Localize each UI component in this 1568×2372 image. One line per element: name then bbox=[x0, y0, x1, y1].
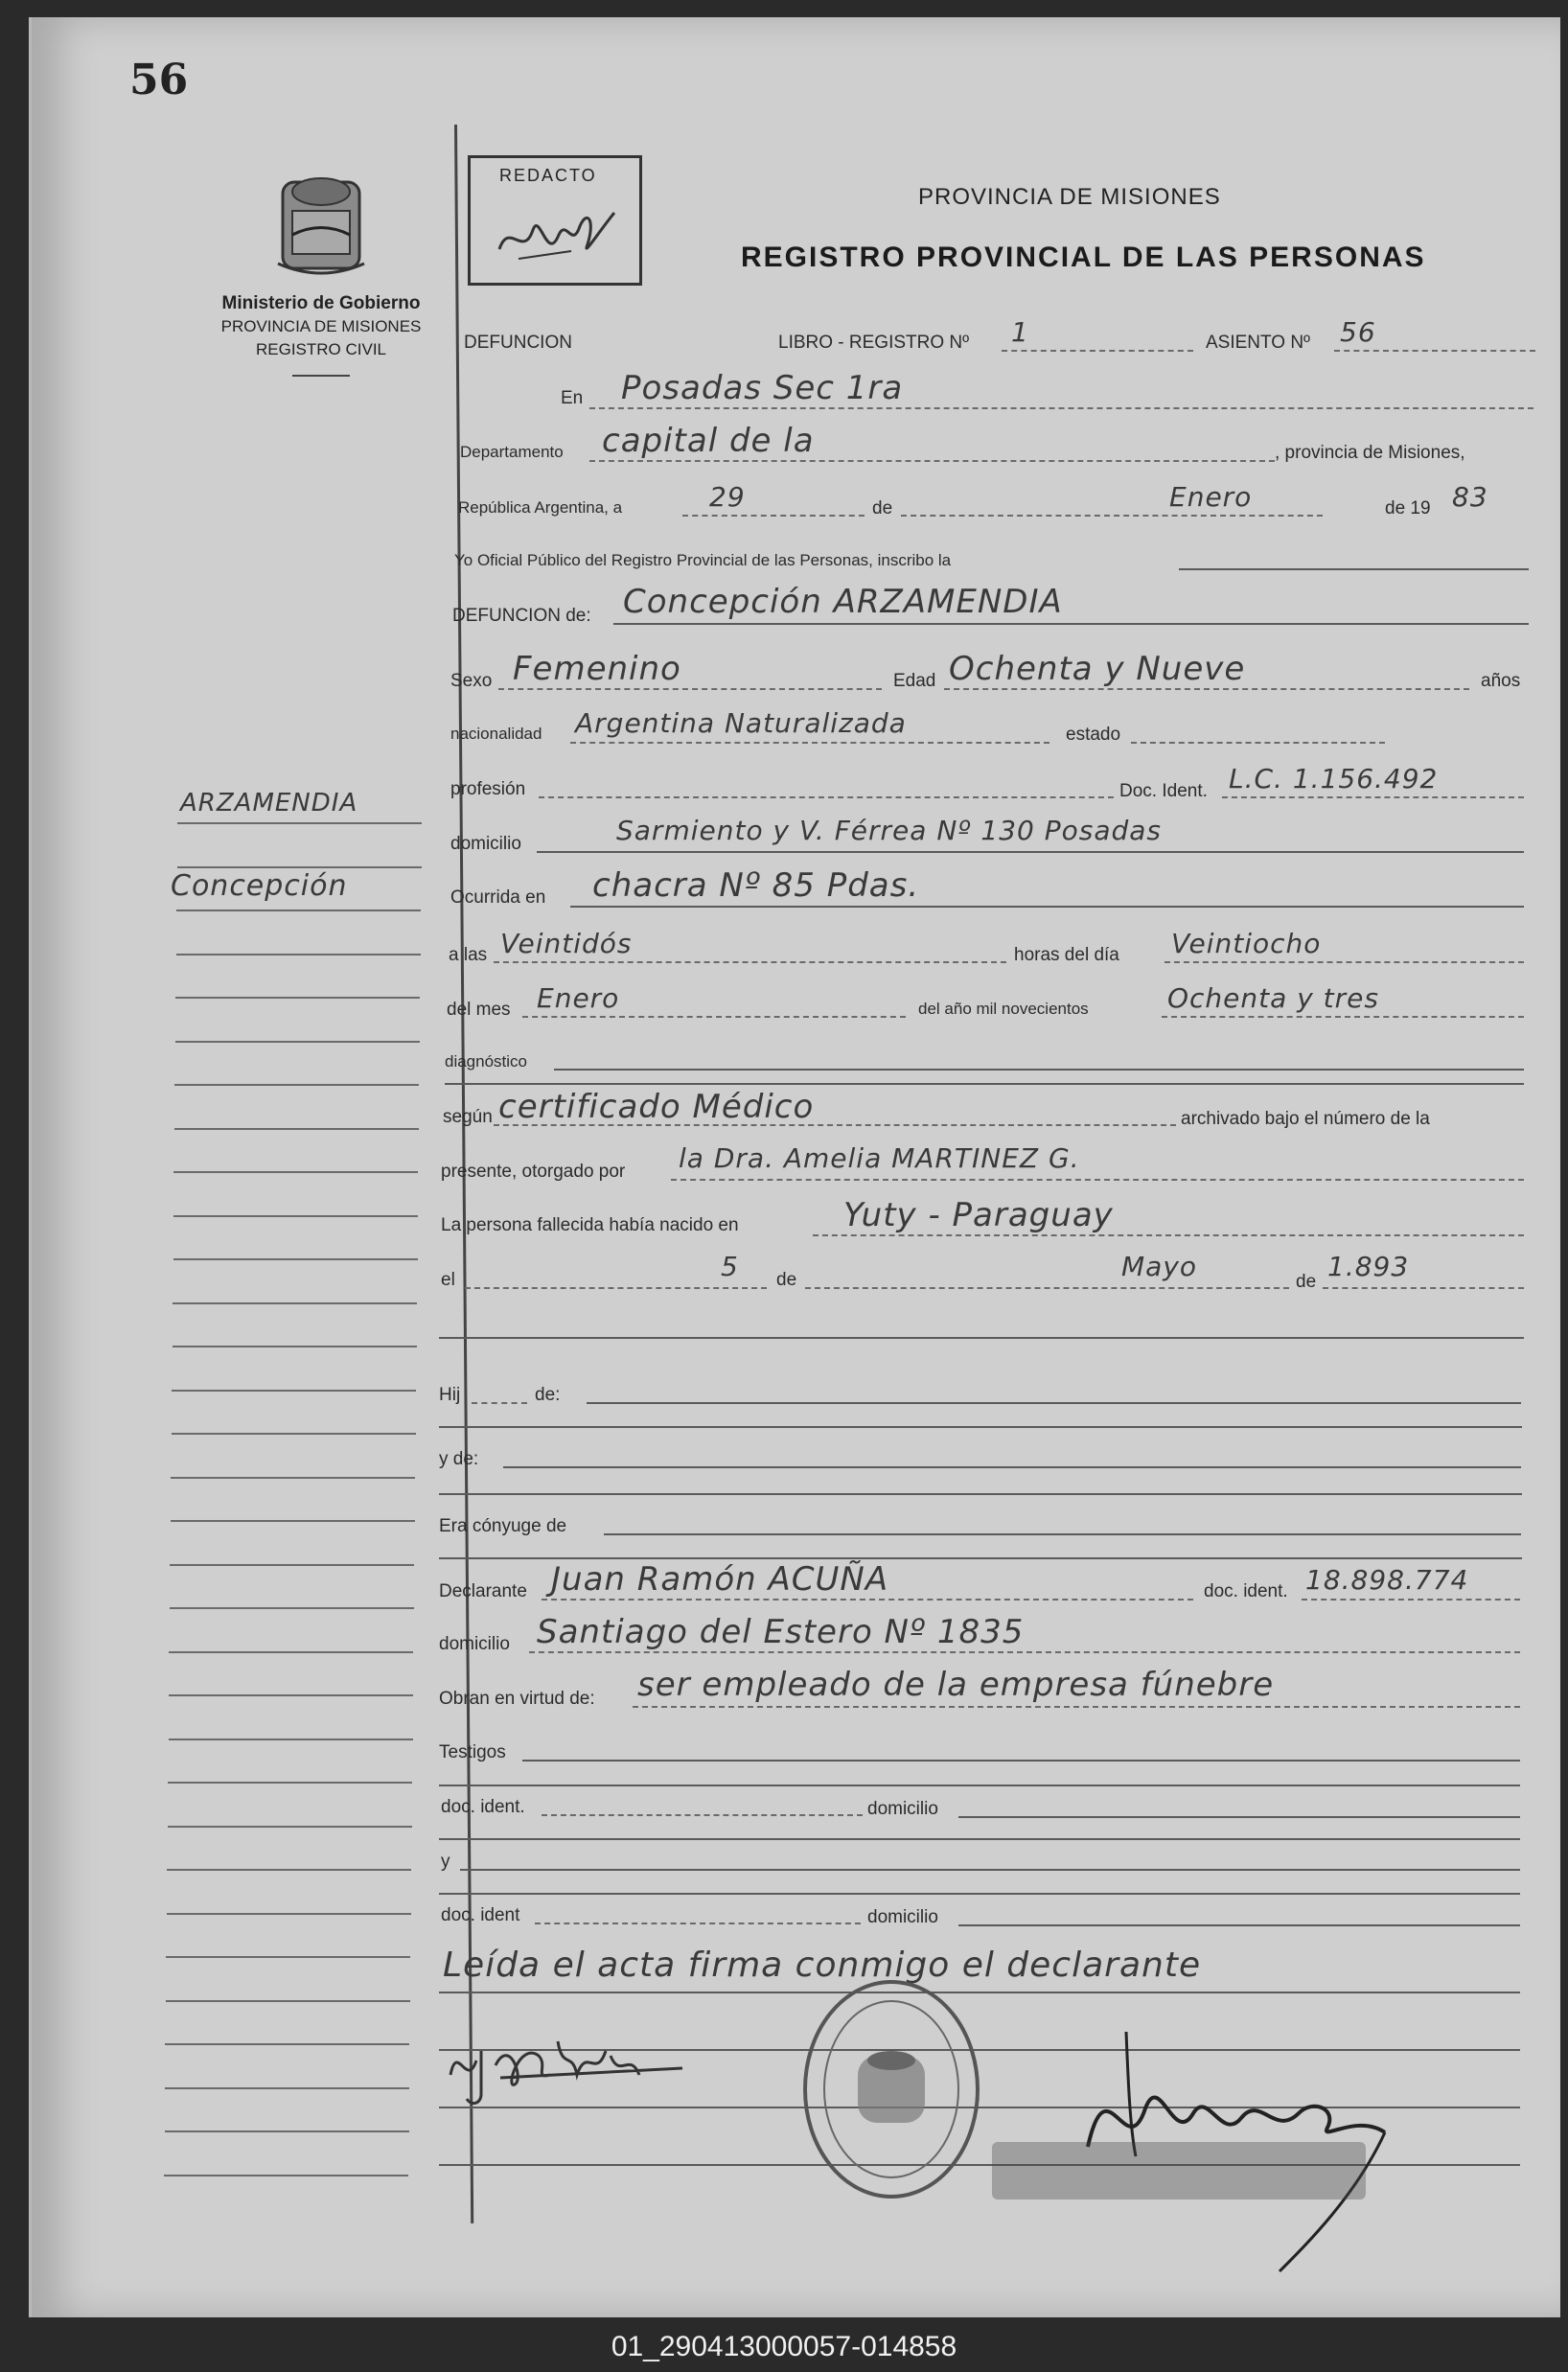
margin-rule-line bbox=[166, 2000, 410, 2002]
asiento-value: 56 bbox=[1340, 316, 1376, 348]
segun-label: según bbox=[443, 1107, 493, 1127]
page-number: 56 bbox=[129, 56, 189, 104]
departamento-value: capital de la bbox=[602, 422, 815, 460]
hij-de-label: de: bbox=[535, 1385, 561, 1405]
dia-value: 29 bbox=[709, 481, 746, 513]
margin-rule-line bbox=[169, 1739, 413, 1740]
presente-value: la Dra. Amelia MARTINEZ G. bbox=[679, 1142, 1080, 1174]
margin-rule-line bbox=[171, 1520, 415, 1522]
margin-rule-line bbox=[175, 1041, 420, 1043]
yde-label: y de: bbox=[439, 1449, 479, 1469]
margin-rule-line bbox=[168, 1782, 412, 1784]
margin-rule-line bbox=[176, 910, 421, 911]
delmes-value: Enero bbox=[537, 982, 620, 1014]
anios-label: años bbox=[1481, 671, 1521, 691]
archivado-label: archivado bajo el número de la bbox=[1181, 1109, 1430, 1129]
declarante-label: Declarante bbox=[439, 1581, 527, 1601]
t1-doc-label: doc. ident. bbox=[441, 1797, 525, 1817]
margin-rule-line bbox=[165, 2087, 409, 2089]
testigos-label: Testigos bbox=[439, 1742, 506, 1762]
decl-doc-value: 18.898.774 bbox=[1305, 1564, 1469, 1596]
margin-rule-line bbox=[173, 1346, 417, 1347]
y-label: y bbox=[441, 1852, 450, 1872]
alas-label: a las bbox=[449, 945, 488, 965]
margin-rule-line bbox=[169, 1694, 413, 1696]
domicilio-value: Sarmiento y V. Férrea Nº 130 Posadas bbox=[616, 815, 1162, 846]
hij-label: Hij bbox=[439, 1385, 461, 1405]
delmes-label: del mes bbox=[447, 1000, 511, 1020]
margin-rule-line bbox=[177, 822, 422, 824]
edad-label: Edad bbox=[893, 671, 936, 691]
margin-rule-line bbox=[166, 1956, 410, 1958]
margin-rule-line bbox=[165, 2043, 409, 2045]
ministry-line3: REGISTRO CIVIL bbox=[255, 340, 387, 358]
t2-doc-label: doc. ident bbox=[441, 1905, 520, 1925]
document-id: 01_290413000057-014858 bbox=[611, 2331, 957, 2362]
asiento-label: ASIENTO Nº bbox=[1206, 333, 1310, 353]
domicilio-label: domicilio bbox=[450, 834, 521, 854]
anio-value: 83 bbox=[1452, 481, 1488, 513]
margin-rule-line bbox=[165, 2130, 409, 2132]
de-label: de bbox=[872, 498, 893, 518]
el-anio-value: 1.893 bbox=[1327, 1251, 1410, 1282]
obran-label: Obran en virtud de: bbox=[439, 1689, 595, 1709]
nombre-value: Concepción ARZAMENDIA bbox=[623, 583, 1063, 621]
horasdia-label: horas del día bbox=[1014, 945, 1119, 965]
decl-dom-label: domicilio bbox=[439, 1634, 510, 1654]
sexo-value: Femenino bbox=[513, 650, 681, 688]
decl-doc-label: doc. ident. bbox=[1204, 1581, 1288, 1601]
margin-rule-line bbox=[171, 1477, 415, 1479]
presente-label: presente, otorgado por bbox=[441, 1162, 626, 1182]
margin-rule-line bbox=[173, 1258, 418, 1260]
docident-label: Doc. Ident. bbox=[1119, 781, 1208, 801]
ocurrida-label: Ocurrida en bbox=[450, 887, 546, 908]
el-de2-label: de bbox=[1296, 1272, 1317, 1292]
officer-stamp bbox=[992, 2142, 1366, 2199]
declarante-value: Juan Ramón ACUÑA bbox=[551, 1560, 889, 1599]
margin-rule-line bbox=[173, 1215, 418, 1217]
profesion-label: profesión bbox=[450, 779, 526, 799]
coat-of-arms-icon bbox=[268, 163, 374, 288]
ministry-line1: Ministerio de Gobierno bbox=[221, 293, 421, 313]
margin-rule-line bbox=[168, 1826, 412, 1828]
redacto-signature bbox=[480, 192, 624, 273]
ocurrida-value: chacra Nº 85 Pdas. bbox=[592, 866, 920, 905]
t1-dom-label: domicilio bbox=[867, 1799, 938, 1819]
diagnostico-label: diagnóstico bbox=[445, 1052, 528, 1071]
segun-value: certificado Médico bbox=[498, 1088, 815, 1126]
en-label: En bbox=[561, 388, 584, 408]
departamento-label: Departamento bbox=[460, 443, 564, 461]
margin-rule-line bbox=[174, 1084, 419, 1086]
el-dia-value: 5 bbox=[721, 1251, 739, 1282]
de19-label: de 19 bbox=[1385, 498, 1431, 518]
defuncion-de-label: DEFUNCION de: bbox=[452, 606, 591, 626]
el-de-label: de bbox=[776, 1270, 797, 1290]
el-mes-value: Mayo bbox=[1121, 1251, 1198, 1282]
yo-oficial-label: Yo Oficial Público del Registro Provincial de las Personas, inscribo la bbox=[454, 551, 952, 569]
defuncion-label: DEFUNCION bbox=[464, 333, 572, 353]
margin-rule-line bbox=[172, 1433, 416, 1435]
redacto-label: REDACTO bbox=[499, 166, 597, 185]
leida-text: Leída el acta firma conmigo el declarante bbox=[443, 1946, 1202, 1985]
docident-value: L.C. 1.156.492 bbox=[1229, 763, 1439, 795]
edad-value: Ochenta y Nueve bbox=[949, 650, 1246, 688]
alas-value: Veintidós bbox=[500, 928, 633, 959]
redacto-stamp bbox=[468, 155, 642, 286]
nacido-label: La persona fallecida había nacido en bbox=[441, 1215, 739, 1235]
republica-label: República Argentina, a bbox=[458, 498, 623, 517]
sexo-label: Sexo bbox=[450, 671, 493, 691]
libro-value: 1 bbox=[1011, 316, 1029, 348]
margin-rule-line bbox=[175, 997, 420, 999]
margin-rule-line bbox=[167, 1913, 411, 1915]
delanio-value: Ochenta y tres bbox=[1167, 982, 1379, 1014]
margin-rule-line bbox=[169, 1651, 413, 1653]
margin-rule-line bbox=[172, 1390, 416, 1392]
nacionalidad-value: Argentina Naturalizada bbox=[575, 707, 907, 739]
horasdia-value: Veintiocho bbox=[1171, 928, 1322, 959]
conyuge-label: Era cónyuge de bbox=[439, 1516, 567, 1536]
margin-rule-line bbox=[173, 1302, 417, 1304]
official-seal bbox=[796, 1974, 987, 2204]
declarant-signature bbox=[443, 2022, 692, 2108]
margin-rule-line bbox=[177, 866, 422, 868]
margin-given-name: Concepción bbox=[171, 869, 348, 903]
mes-value: Enero bbox=[1169, 481, 1253, 513]
delanio-label: del año mil novecientos bbox=[918, 1000, 1089, 1018]
en-value: Posadas Sec 1ra bbox=[621, 369, 904, 407]
el-label: el bbox=[441, 1270, 455, 1290]
ministry-block bbox=[182, 292, 460, 377]
margin-rule-line bbox=[164, 2175, 408, 2176]
margin-rule-line bbox=[167, 1869, 411, 1871]
margin-surname: ARZAMENDIA bbox=[180, 789, 358, 818]
libro-label: LIBRO - REGISTRO Nº bbox=[778, 333, 970, 353]
margin-rule-line bbox=[173, 1171, 418, 1173]
margin-rule-line bbox=[176, 954, 421, 956]
province-heading: PROVINCIA DE MISIONES bbox=[918, 184, 1221, 210]
nacido-value: Yuty - Paraguay bbox=[843, 1196, 1114, 1234]
margin-rule-line bbox=[170, 1564, 414, 1566]
nacionalidad-label: nacionalidad bbox=[450, 725, 542, 743]
registry-heading: REGISTRO PROVINCIAL DE LAS PERSONAS bbox=[741, 242, 1426, 273]
margin-rule-line bbox=[174, 1128, 419, 1130]
obran-value: ser empleado de la empresa fúnebre bbox=[637, 1666, 1275, 1704]
t2-dom-label: domicilio bbox=[867, 1907, 938, 1927]
margin-rule-line bbox=[170, 1607, 414, 1609]
ministry-line2: PROVINCIA DE MISIONES bbox=[220, 317, 422, 335]
decl-dom-value: Santiago del Estero Nº 1835 bbox=[537, 1613, 1025, 1651]
provincia-label: , provincia de Misiones, bbox=[1275, 443, 1465, 463]
estado-label: estado bbox=[1066, 725, 1121, 745]
